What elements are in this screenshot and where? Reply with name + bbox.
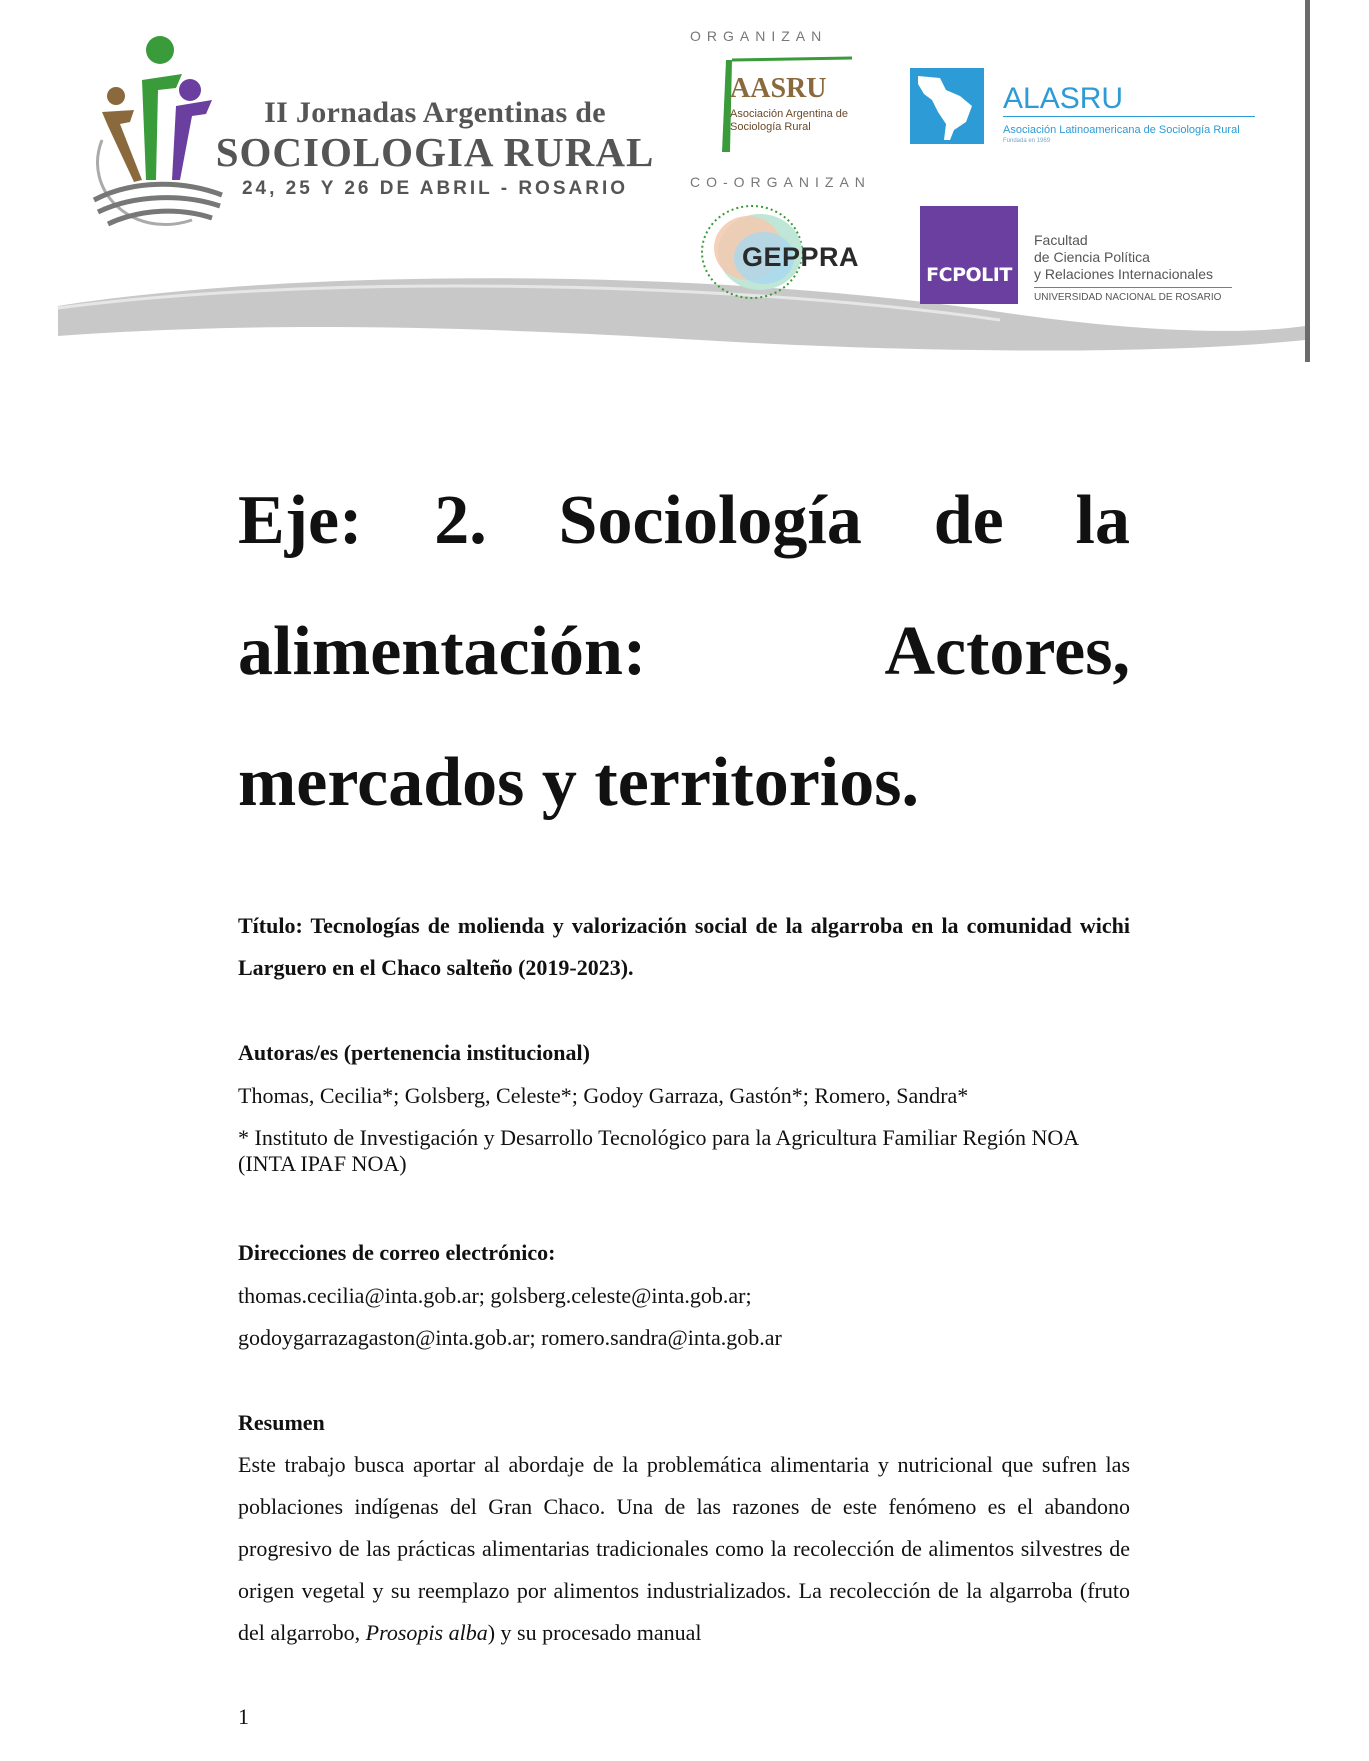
banner-wave: [0, 270, 1369, 370]
page-number: 1: [238, 1704, 249, 1729]
titulo-label: Título:: [238, 913, 303, 938]
fcpolit-university: UNIVERSIDAD NACIONAL DE ROSARIO: [1034, 292, 1222, 303]
paper-title: [238, 905, 1130, 989]
resumen-text-b: ) y su procesado manual: [487, 1620, 702, 1645]
correo-line1: thomas.cecilia@inta.gob.ar; golsberg.celeste@inta.gob.ar;: [238, 1283, 752, 1308]
fcpolit-text: FCPOLIT: [926, 264, 1012, 286]
fcpolit-faculty-line1: Facultad: [1034, 232, 1088, 248]
institucion: * Instituto de Investigación y Desarrollo Tecnológico para la Agricultura Familiar Región NOA (INTA IPAF NOA): [238, 1125, 1078, 1176]
coorganizan-label: CO-ORGANIZAN: [690, 174, 871, 190]
resumen-heading: Resumen: [238, 1410, 325, 1435]
event-dates: 24, 25 Y 26 DE ABRIL - ROSARIO: [241, 178, 628, 199]
aasru-title: AASRU: [730, 73, 827, 104]
titulo-text: Tecnologías de molienda y valorización social de la algarroba en la comunidad wichi Larguero en el Chaco salteño (2019-2023).: [238, 913, 1130, 980]
alasru-divider: [1003, 116, 1255, 117]
fcpolit-faculty-line3: y Relaciones Internacionales: [1034, 266, 1213, 282]
geppra-text: GEPPRA: [742, 242, 860, 272]
latin-america-map-icon: [910, 68, 984, 144]
aasru-logo: [712, 52, 862, 162]
autores-list: Thomas, Cecilia*; Golsberg, Celeste*; Godoy Garraza, Gastón*; Romero, Sandra*: [238, 1083, 969, 1108]
event-title-line2: SOCIOLOGIA RURAL: [215, 129, 655, 175]
event-title-line1: II Jornadas Argentinas de: [264, 96, 606, 129]
resumen-paragraph: [238, 1444, 1130, 1654]
resumen-text-a: Este trabajo busca aportar al abordaje de la problemática alimentaria y nutricional que sufren las poblaciones indígenas del Gran Chaco. Una de las razones de este fenómeno es el abandono progresivo de las prácticas alimentarias tradicionales como la recolección de alimentos silvestres de origen vegetal y su reemplazo por alimentos industrializados. La recolección de la algarroba (fruto del algarrobo,: [238, 1452, 1130, 1645]
alasru-title: ALASRU: [1003, 82, 1124, 115]
fcpolit-logo: [920, 206, 1018, 304]
header-banner: [0, 0, 1369, 370]
fcpolit-faculty-line2: de Ciencia Política: [1034, 249, 1150, 265]
aasru-subtitle: Asociación Argentina de Sociología Rural: [730, 108, 849, 133]
correo-line2: godoygarrazagaston@inta.gob.ar; romero.sandra@inta.gob.ar: [238, 1325, 782, 1350]
organizan-label: ORGANIZAN: [690, 28, 828, 44]
alasru-subtitle: Asociación Latinoamericana de Sociología Rural: [1003, 124, 1240, 136]
correo-heading: Direcciones de correo electrónico:: [238, 1240, 556, 1265]
jornadas-emblem-logo: [72, 30, 232, 240]
eje-title: Eje: 2. Sociología de la alimentación: Actores, mercados y territorios.: [238, 482, 1130, 821]
alasru-founded: Fundada en 1969: [1003, 138, 1051, 144]
resumen-species: Prosopis alba: [365, 1620, 488, 1645]
fcpolit-divider: [1034, 287, 1232, 288]
autores-heading: Autoras/es (pertenencia institucional): [238, 1040, 590, 1065]
event-title-block: [215, 96, 655, 200]
